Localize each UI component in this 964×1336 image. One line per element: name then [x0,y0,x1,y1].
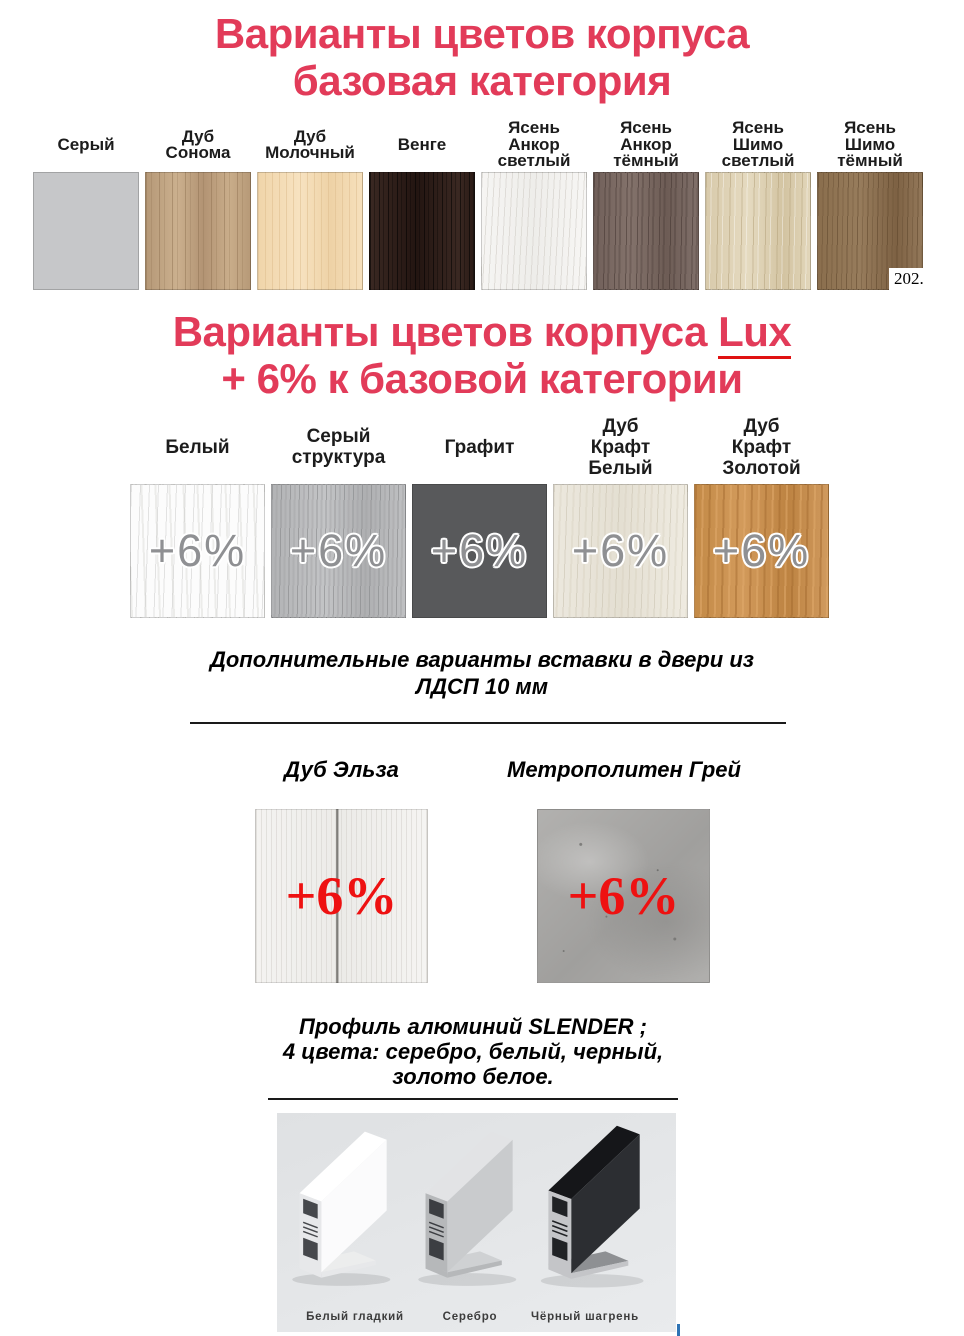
swatch-label: Ясень Шимо тёмный [837,118,903,171]
profile-divider [268,1098,678,1100]
profile-variant-white: Белый гладкий [306,1311,404,1323]
surcharge-badge: +6% [148,525,247,576]
insert-label-dub-elza: Дуб Эльза [284,757,399,782]
swatch-col-grafit [412,415,547,618]
swatch-label: Венге [397,134,447,154]
swatch-yasen-shimo-svetly [705,172,811,290]
insert-label-metropoliten-grey: Метрополитен Грей [507,757,741,782]
insert-divider [190,722,786,724]
profile-white-icon [285,1127,403,1295]
swatch-dub-molochny [257,172,363,290]
swatch-yasen-ankor-svetly [481,172,587,290]
profile-black-icon [533,1121,657,1297]
swatch-dub-kraft-zolotoy [694,484,829,618]
swatch-label: Белый [165,436,230,458]
swatch-label: Дуб Молочный [265,126,355,162]
swatch-sery-struktura [271,484,406,618]
swatch-label: Дуб Крафт Золотой [722,415,801,479]
swatch-seryi [33,172,139,290]
swatch-label: Дуб Крафт Белый [588,415,653,479]
insert-heading: Дополнительные варианты вставки в двери из ЛДСП 10 мм [209,647,755,699]
swatch-col-dub-kraft-zolotoy [694,415,829,618]
swatch-col-yasen-ankor-temny [593,120,699,290]
swatch-col-yasen-shimo-svetly [705,120,811,290]
base-section-title [0,10,964,104]
profile-variant-silver: Серебро [442,1311,498,1323]
swatch-col-dub-kraft-bely [553,415,688,618]
swatch-col-venge [369,120,475,290]
profile-variant-black: Чёрный шагрень [531,1311,639,1323]
swatch-bely [130,484,265,618]
swatch-dub-elza [255,809,428,983]
swatch-label: Серый структура [291,426,386,468]
surcharge-badge-red: +6% [285,866,398,926]
swatch-col-bely [130,415,265,618]
swatch-col-dub-sonoma [145,120,251,290]
swatch-label: Дуб Сонома [165,126,231,162]
swatch-col-yasen-ankor-svetly [481,120,587,290]
swatch-label: Ясень Анкор светлый [497,118,571,171]
swatch-dub-kraft-bely [553,484,688,618]
base-title-line2: базовая категория [292,57,672,104]
swatch-col-dub-molochny [257,120,363,290]
lux-title-line2: + 6% к базовой категории [221,355,743,402]
surcharge-badge-red: +6% [567,866,680,926]
surcharge-badge: +6% [289,525,388,576]
profile-heading: Профиль алюминий SLENDER ; 4 цвета: серебро, белый, черный, золото белое. [282,1014,664,1089]
swatch-metropoliten-grey [537,809,710,983]
surcharge-badge: +6% [571,525,670,576]
lux-title-prefix: Варианты цветов корпуса [172,308,719,355]
swatch-label: Графит [444,436,515,458]
swatch-venge [369,172,475,290]
swatch-dub-sonoma [145,172,251,290]
swatch-col-seryi [33,120,139,290]
swatch-grafit [412,484,547,618]
profile-photo [277,1113,676,1332]
swatch-label: Ясень Анкор тёмный [613,118,679,171]
surcharge-badge: +6% [712,525,811,576]
lux-section-title [0,308,964,402]
swatch-col-yasen-shimo-temny [817,120,923,290]
corner-note: 202. [889,268,926,290]
lux-title-underlined: Lux [718,308,791,359]
swatch-yasen-ankor-temny [593,172,699,290]
surcharge-badge: +6% [430,525,529,576]
swatch-label: Серый [57,134,115,154]
swatch-label: Ясень Шимо светлый [721,118,795,171]
text-caret [677,1324,680,1336]
lux-title-line1 [0,308,964,355]
base-title-line1: Варианты цветов корпуса [214,10,750,57]
profile-silver-icon [411,1127,529,1295]
swatch-col-sery-struktura [271,415,406,618]
